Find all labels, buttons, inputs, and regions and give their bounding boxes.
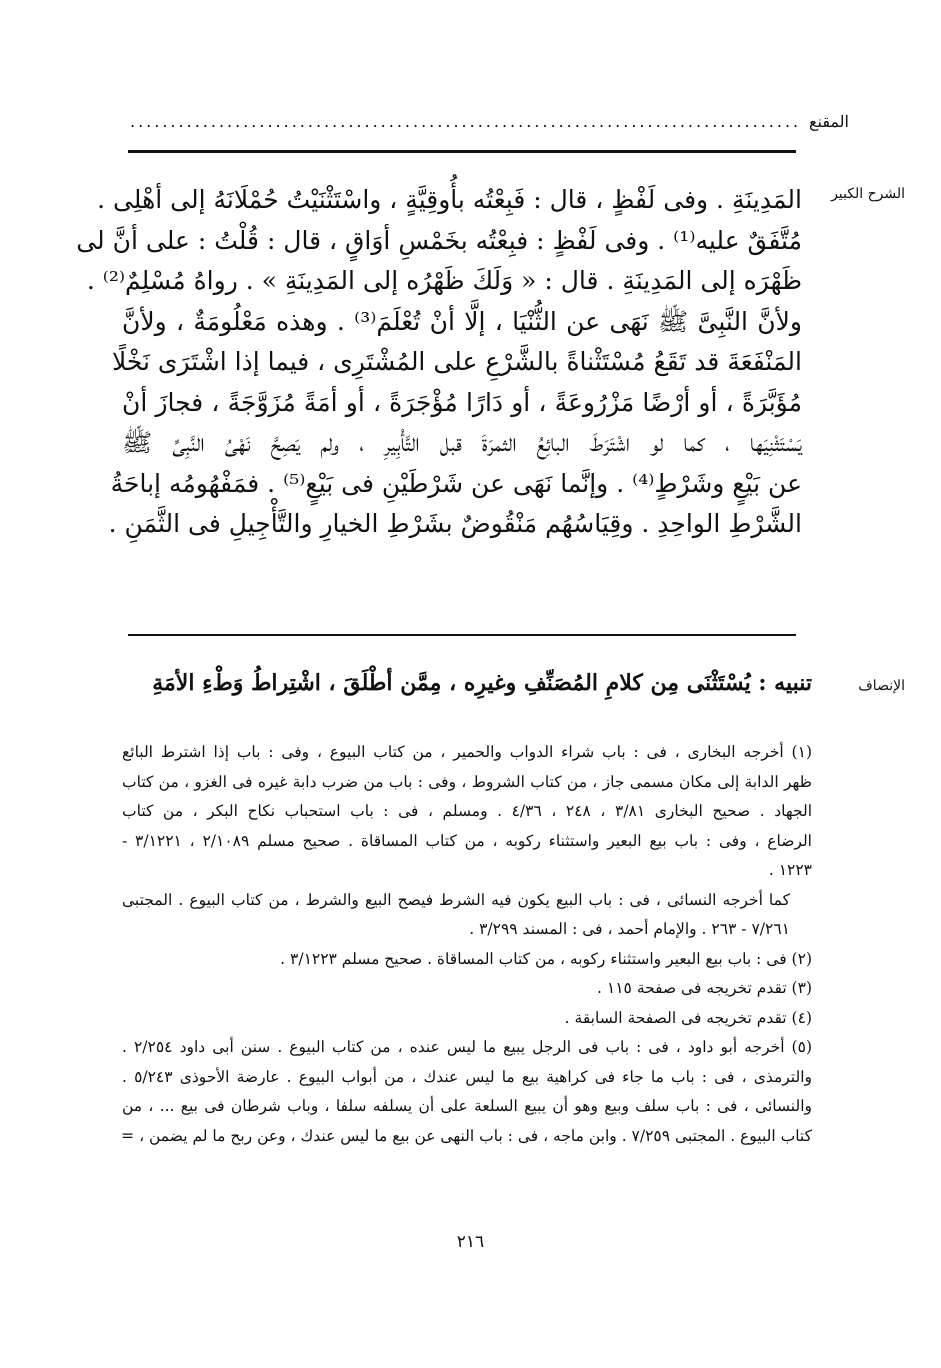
main-line: الشَّرْطِ الواحِدِ . وقِيَاسُهُم مَنْقُوضٌ بشَرْطِ الخيارِ والتَّأْجِيلِ فى الثَّمَنِ . bbox=[108, 509, 802, 538]
footnote-line: والنسائى ، فى : باب سلف وبيع وهو أن يبيع السلعة على أن يسلفه سلفا ، وباب شرطان فى بيع ... ، من bbox=[122, 1097, 812, 1115]
main-line: مُتَّفَقٌ عليه⁽¹⁾ . وفى لَفْظٍ : فبِعْتُه بخَمْسِ أوَاقٍ ، قال : قُلْتُ : على أنَّ لى bbox=[76, 225, 802, 255]
footnote-line: (٥) أخرجه أبو داود ، فى : باب فى الرجل يبيع ما ليس عنده ، من كتاب البيوع . سنن أبى داود ٢/٢٥٤ . bbox=[122, 1038, 812, 1056]
main-line: مُؤَبَّرَةً ، أو أرْضًا مَزْرُوعَةً ، أو دَارًا مُؤْجَرَةً ، أو أمَةً مُزَوَّجَةً ، فجازَ أنْ bbox=[122, 387, 802, 417]
footnote-line: (١) أخرجه البخارى ، فى : باب شراء الدواب والحمير ، من كتاب البيوع ، وفى : باب إذا اشترط البائع bbox=[122, 743, 812, 761]
margin-label-sharh: الشرح الكبير bbox=[831, 186, 905, 202]
footnote-line: ١٢٢٣ . bbox=[768, 861, 812, 879]
footnote-line: ٧/٢٦١ - ٢٦٣ . والإمام أحمد ، فى : المسند ٣/٢٩٩ . bbox=[469, 920, 790, 938]
insaf-text: تنبيه : يُسْتَثْنَى مِن كلامِ المُصَنِّفِ وغيرِه ، مِمَّن أطْلَقَ ، اشْتِراطُ وَطْءِ الأمَةِ bbox=[152, 670, 812, 696]
footnote-line: (٣) تقدم تخريجه فى صفحة ١١٥ . bbox=[597, 979, 812, 997]
main-line: المَدِينَةِ . وفى لَفْظٍ ، قال : فَبِعْتُه بأُوقِيَّةٍ ، واسْتَثْنَيْتُ حُمْلَانَهُ إلى أهْلِى . bbox=[97, 185, 802, 214]
footnote-line: الجهاد . صحيح البخارى ٣/٨١ ، ٢٤٨ ، ٤/٣٦ . ومسلم ، فى : باب استحباب نكاح البكر ، من كتاب bbox=[122, 802, 813, 820]
footnote-line: كتاب البيوع . المجتبى ٧/٢٥٩ . وابن ماجه ، فى : باب النهى عن بيع ما ليس عندك ، وعن ربح ما لم يضمن ، = bbox=[121, 1126, 812, 1145]
main-line: ظَهْرَه إلى المَدِينَةِ . قال : « وَلَكَ ظَهْرُه إلى المَدِينَةِ » . رواهُ مُسْلِمٌ⁽²⁾ . bbox=[86, 266, 802, 295]
footnote-line: الرضاع ، وفى : باب بيع البعير واستثناء ركوبه ، من كتاب المساقاة . صحيح مسلم ٢/١٠٨٩ ، ٣/١٢٢١ - bbox=[122, 831, 812, 850]
footnote-line: والترمذى ، فى : باب ما جاء فى كراهية بيع ما ليس عندك ، من أبواب البيوع . عارضة الأحوذى ٥/٢٤٣ . bbox=[122, 1067, 813, 1086]
header-rule bbox=[128, 150, 796, 153]
main-line: ولأنَّ النَّبِىَّ ﷺ نَهَى عن الثُّنْيَا ، إلَّا أنْ تُعْلَمَ⁽³⁾ . وهذه مَعْلُومَةٌ ، ولأنَّ bbox=[122, 306, 802, 336]
footnote-line: (٤) تقدم تخريجه فى الصفحة السابقة . bbox=[564, 1008, 812, 1027]
main-line: يَسْتَثْنِيَها ، كما لو اشْتَرَطَ البائِعُ الثمرَةَ قبل التَّأْبِيرِ ، ولم يَصِحَّ نَهْىُ النَّبِىِّ ﷺ bbox=[122, 428, 802, 457]
page-number: ٢١٦ bbox=[456, 1232, 485, 1252]
margin-label-insaf: الإنصاف bbox=[858, 678, 905, 694]
running-header-title: المقنع bbox=[808, 112, 849, 131]
main-line: عن بَيْعٍ وشَرْطٍ⁽⁴⁾ . وإنَّما نَهَى عن شَرْطَيْنِ فى بَيْعٍ⁽⁵⁾ . فمَفْهُومُه إباحَةُ bbox=[110, 468, 802, 498]
footnote-line: كما أخرجه النسائى ، فى : باب البيع يكون فيه الشرط فيصح البيع والشرط ، من كتاب البيوع . المجتبى bbox=[122, 890, 790, 909]
main-line: المَنْفَعَةَ قد تَقَعُ مُسْتَثْناةً بالشَّرْعِ على المُشْتَرِى ، فيما إذا اشْتَرَى نَخْلًا bbox=[111, 347, 802, 376]
section-rule bbox=[128, 634, 796, 636]
footnote-line: ظهر الدابة إلى مكان مسمى جاز ، من كتاب الشروط ، وفى : باب من ضرب دابة غيره فى الغزو ، من كتاب bbox=[122, 772, 812, 791]
header-dotted-leader: ................................................................................... bbox=[130, 112, 802, 131]
main-text bbox=[76, 180, 802, 545]
footnotes bbox=[122, 738, 812, 1151]
footnote-line: (٢) فى : باب بيع البعير واستثناء ركوبه ، من كتاب المساقاة . صحيح مسلم ٣/١٢٢٣ . bbox=[280, 949, 812, 968]
